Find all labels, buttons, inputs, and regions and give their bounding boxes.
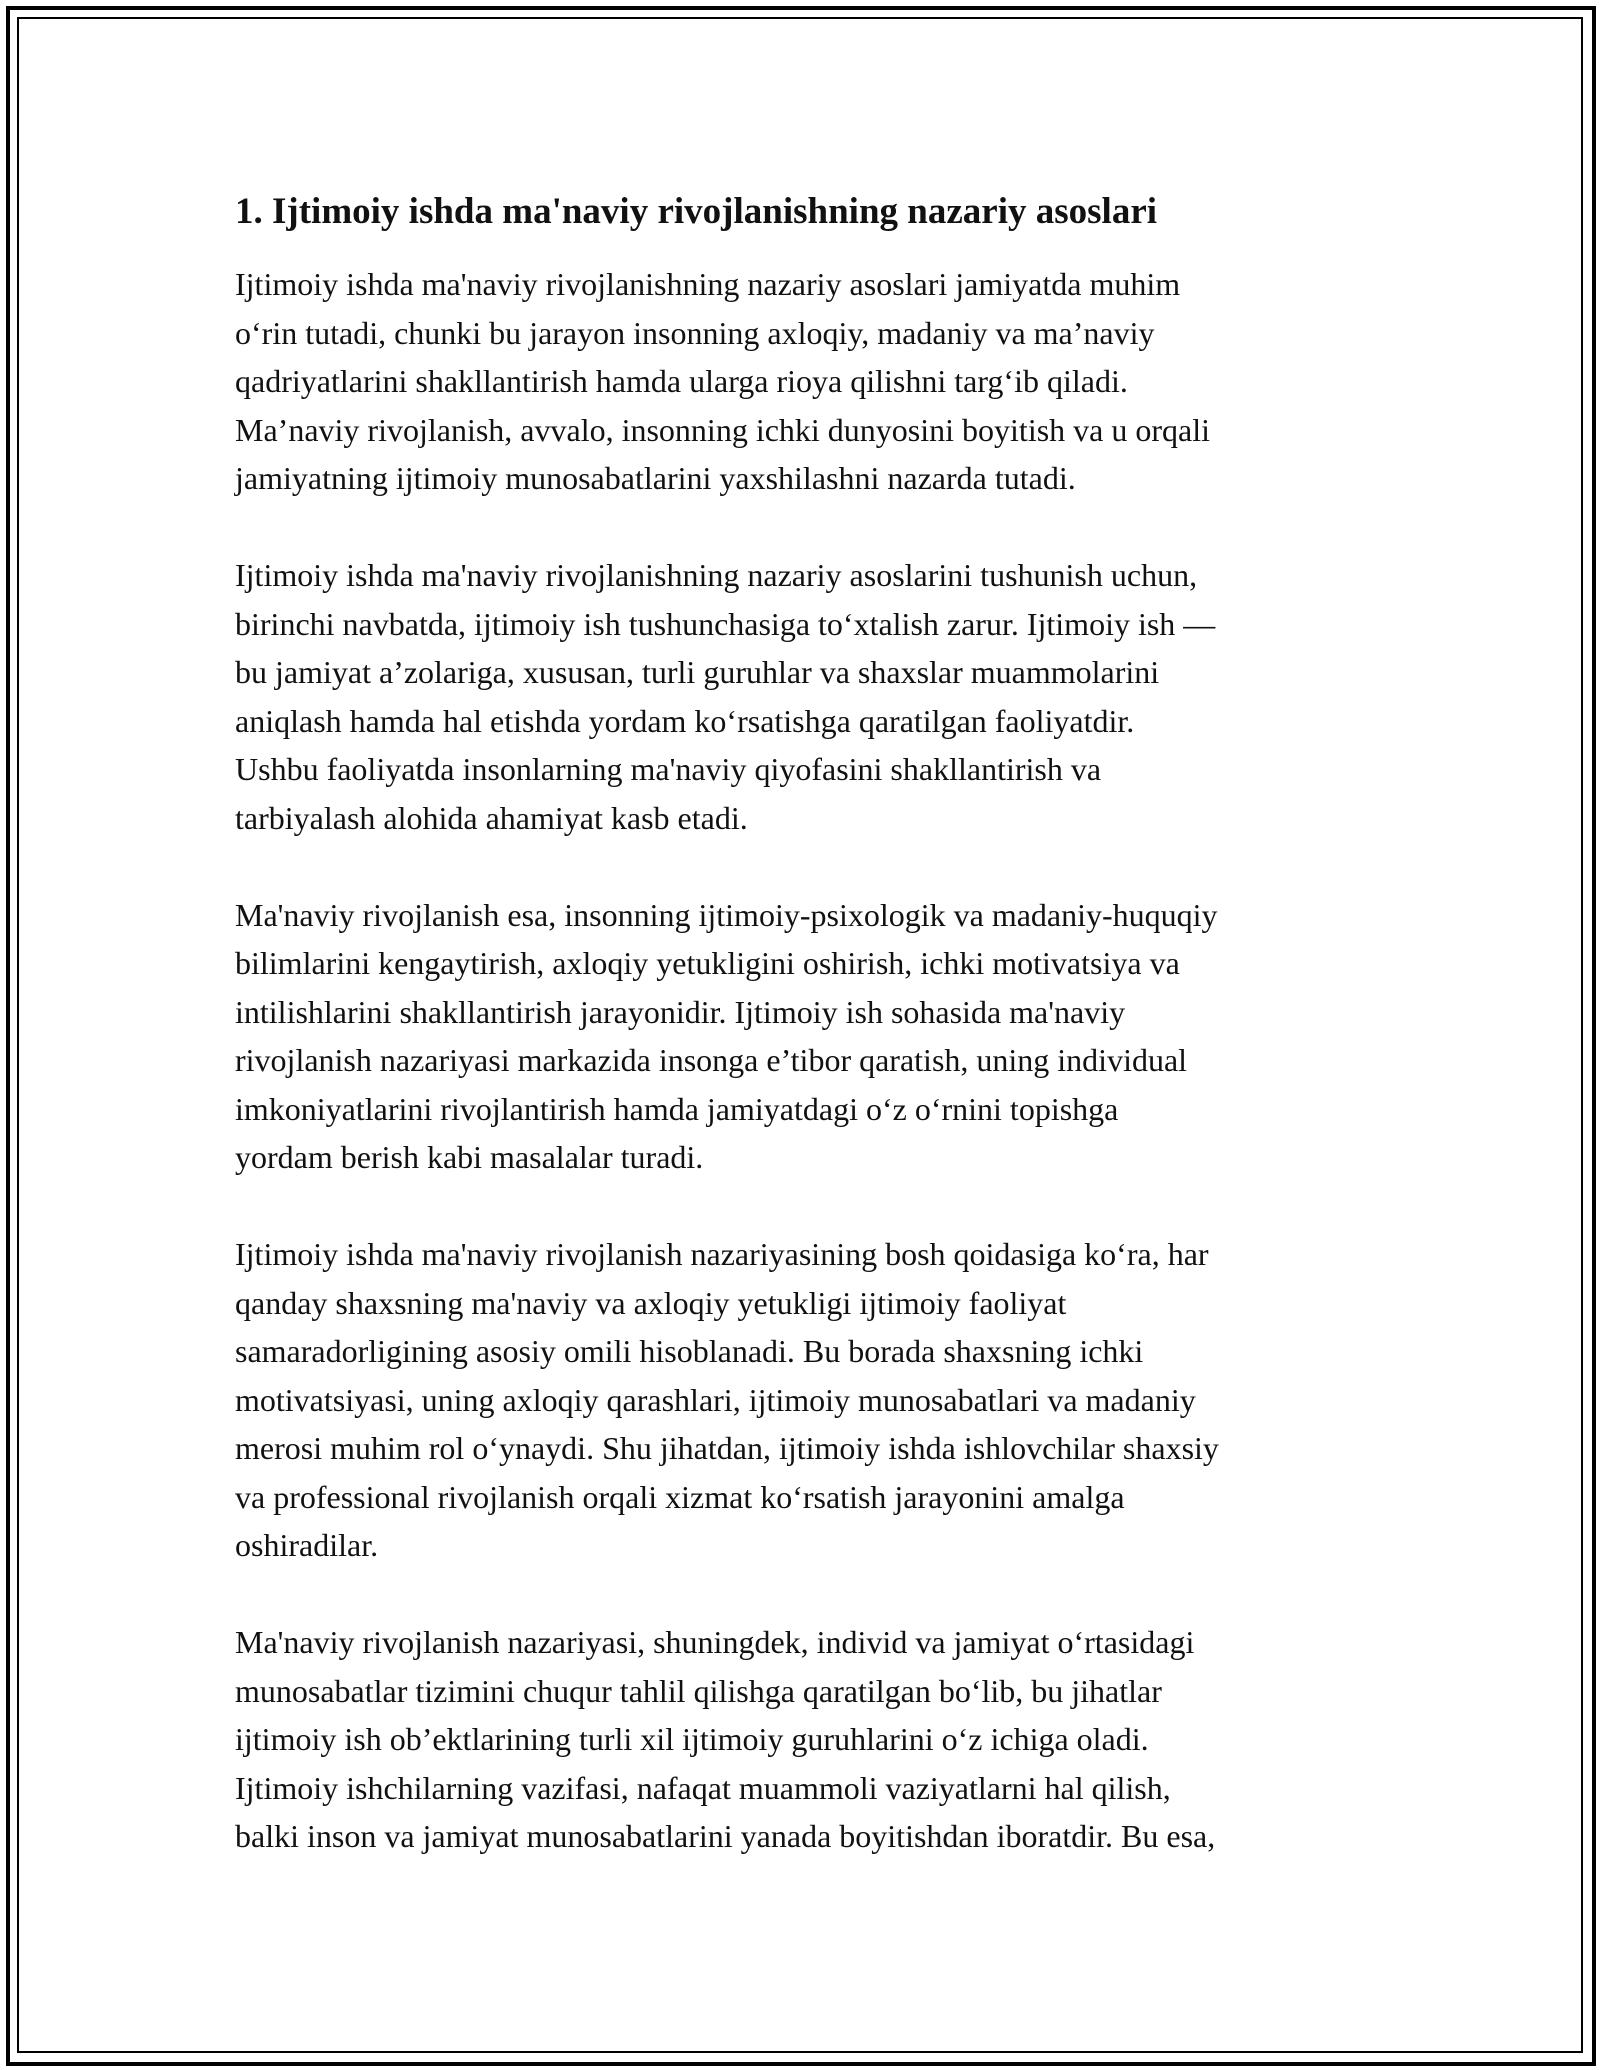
text-line: Ijtimoiy ishda ma'naviy rivojlanish nazariyasining bosh qoidasiga ko‘ra, har (235, 1236, 1209, 1272)
text-line: balki inson va jamiyat munosabatlarini yanada boyitishdan iboratdir. Bu esa, (235, 1818, 1216, 1854)
text-line: o‘rin tutadi, chunki bu jarayon insonning axloqiy, madaniy va ma’naviy (235, 314, 1155, 351)
paragraph-3 (235, 891, 1365, 1182)
text-line: yordam berish kabi masalalar turadi. (235, 1139, 704, 1175)
text-line: samaradorligining asosiy omili hisoblanadi. Bu borada shaxsning ichki (235, 1333, 1144, 1369)
text-line: birinchi navbatda, ijtimoiy ish tushunchasiga to‘xtalish zarur. Ijtimoiy ish — (235, 605, 1216, 642)
paragraph-1 (235, 260, 1365, 503)
text-line: motivatsiyasi, uning axloqiy qarashlari, ijtimoiy munosabatlari va madaniy (235, 1381, 1196, 1418)
text-line: oshiradilar. (235, 1527, 379, 1563)
paragraph-5 (235, 1618, 1365, 1861)
text-line: Ijtimoiy ishchilarning vazifasi, nafaqat muammoli vaziyatlarni hal qilish, (235, 1769, 1171, 1806)
section-heading: 1. Ijtimoiy ishda ma'naviy rivojlanishning nazariy asoslari (235, 191, 1158, 232)
text-line: bu jamiyat a’zolariga, xususan, turli guruhlar va shaxslar muammolarini (235, 654, 1160, 690)
text-line: jamiyatning ijtimoiy munosabatlarini yaxshilashni nazarda tutadi. (235, 460, 1076, 496)
paragraph-2 (235, 551, 1365, 842)
paragraph-4 (235, 1230, 1365, 1570)
text-line: va professional rivojlanish orqali xizmat ko‘rsatish jarayonini amalga (235, 1478, 1125, 1515)
text-line: intilishlarini shakllantirish jarayonidir. Ijtimoiy ish sohasida ma'naviy (235, 993, 1126, 1030)
text-line: imkoniyatlarini rivojlantirish hamda jamiyatdagi o‘z o‘rnini topishga (235, 1090, 1119, 1127)
document-body (235, 188, 1365, 1909)
text-line: qanday shaxsning ma'naviy va axloqiy yetukligi ijtimoiy faoliyat (235, 1284, 1067, 1321)
text-line: munosabatlar tizimini chuqur tahlil qilishga qaratilgan bo‘lib, bu jihatlar (235, 1672, 1162, 1709)
text-line: tarbiyalash alohida ahamiyat kasb etadi. (235, 799, 748, 836)
text-line: qadriyatlarini shakllantirish hamda ularga rioya qilishni targ‘ib qiladi. (235, 363, 1128, 399)
text-line: Ma’naviy rivojlanish, avvalo, insonning ichki dunyosini boyitish va u orqali (235, 411, 1210, 448)
text-line: Ushbu faoliyatda insonlarning ma'naviy qiyofasini shakllantirish va (235, 751, 1102, 787)
text-line: merosi muhim rol o‘ynaydi. Shu jihatdan, ijtimoiy ishda ishlovchilar shaxsiy (235, 1430, 1219, 1466)
text-line: Ijtimoiy ishda ma'naviy rivojlanishning nazariy asoslarini tushunish uchun, (235, 557, 1198, 593)
text-line: Ma'naviy rivojlanish nazariyasi, shuningdek, individ va jamiyat o‘rtasidagi (235, 1624, 1195, 1660)
text-line: ijtimoiy ish ob’ektlarining turli xil ijtimoiy guruhlarini o‘z ichiga oladi. (235, 1721, 1149, 1757)
text-line: Ijtimoiy ishda ma'naviy rivojlanishning nazariy asoslari jamiyatda muhim (235, 266, 1181, 302)
text-line: aniqlash hamda hal etishda yordam ko‘rsatishga qaratilgan faoliyatdir. (235, 702, 1135, 739)
text-line: Ma'naviy rivojlanish esa, insonning ijtimoiy-psixologik va madaniy-huquqiy (235, 896, 1218, 933)
text-line: rivojlanish nazariyasi markazida insonga e’tibor qaratish, uning individual (235, 1042, 1188, 1078)
text-line: bilimlarini kengaytirish, axloqiy yetukligini oshirish, ichki motivatsiya va (235, 945, 1180, 981)
